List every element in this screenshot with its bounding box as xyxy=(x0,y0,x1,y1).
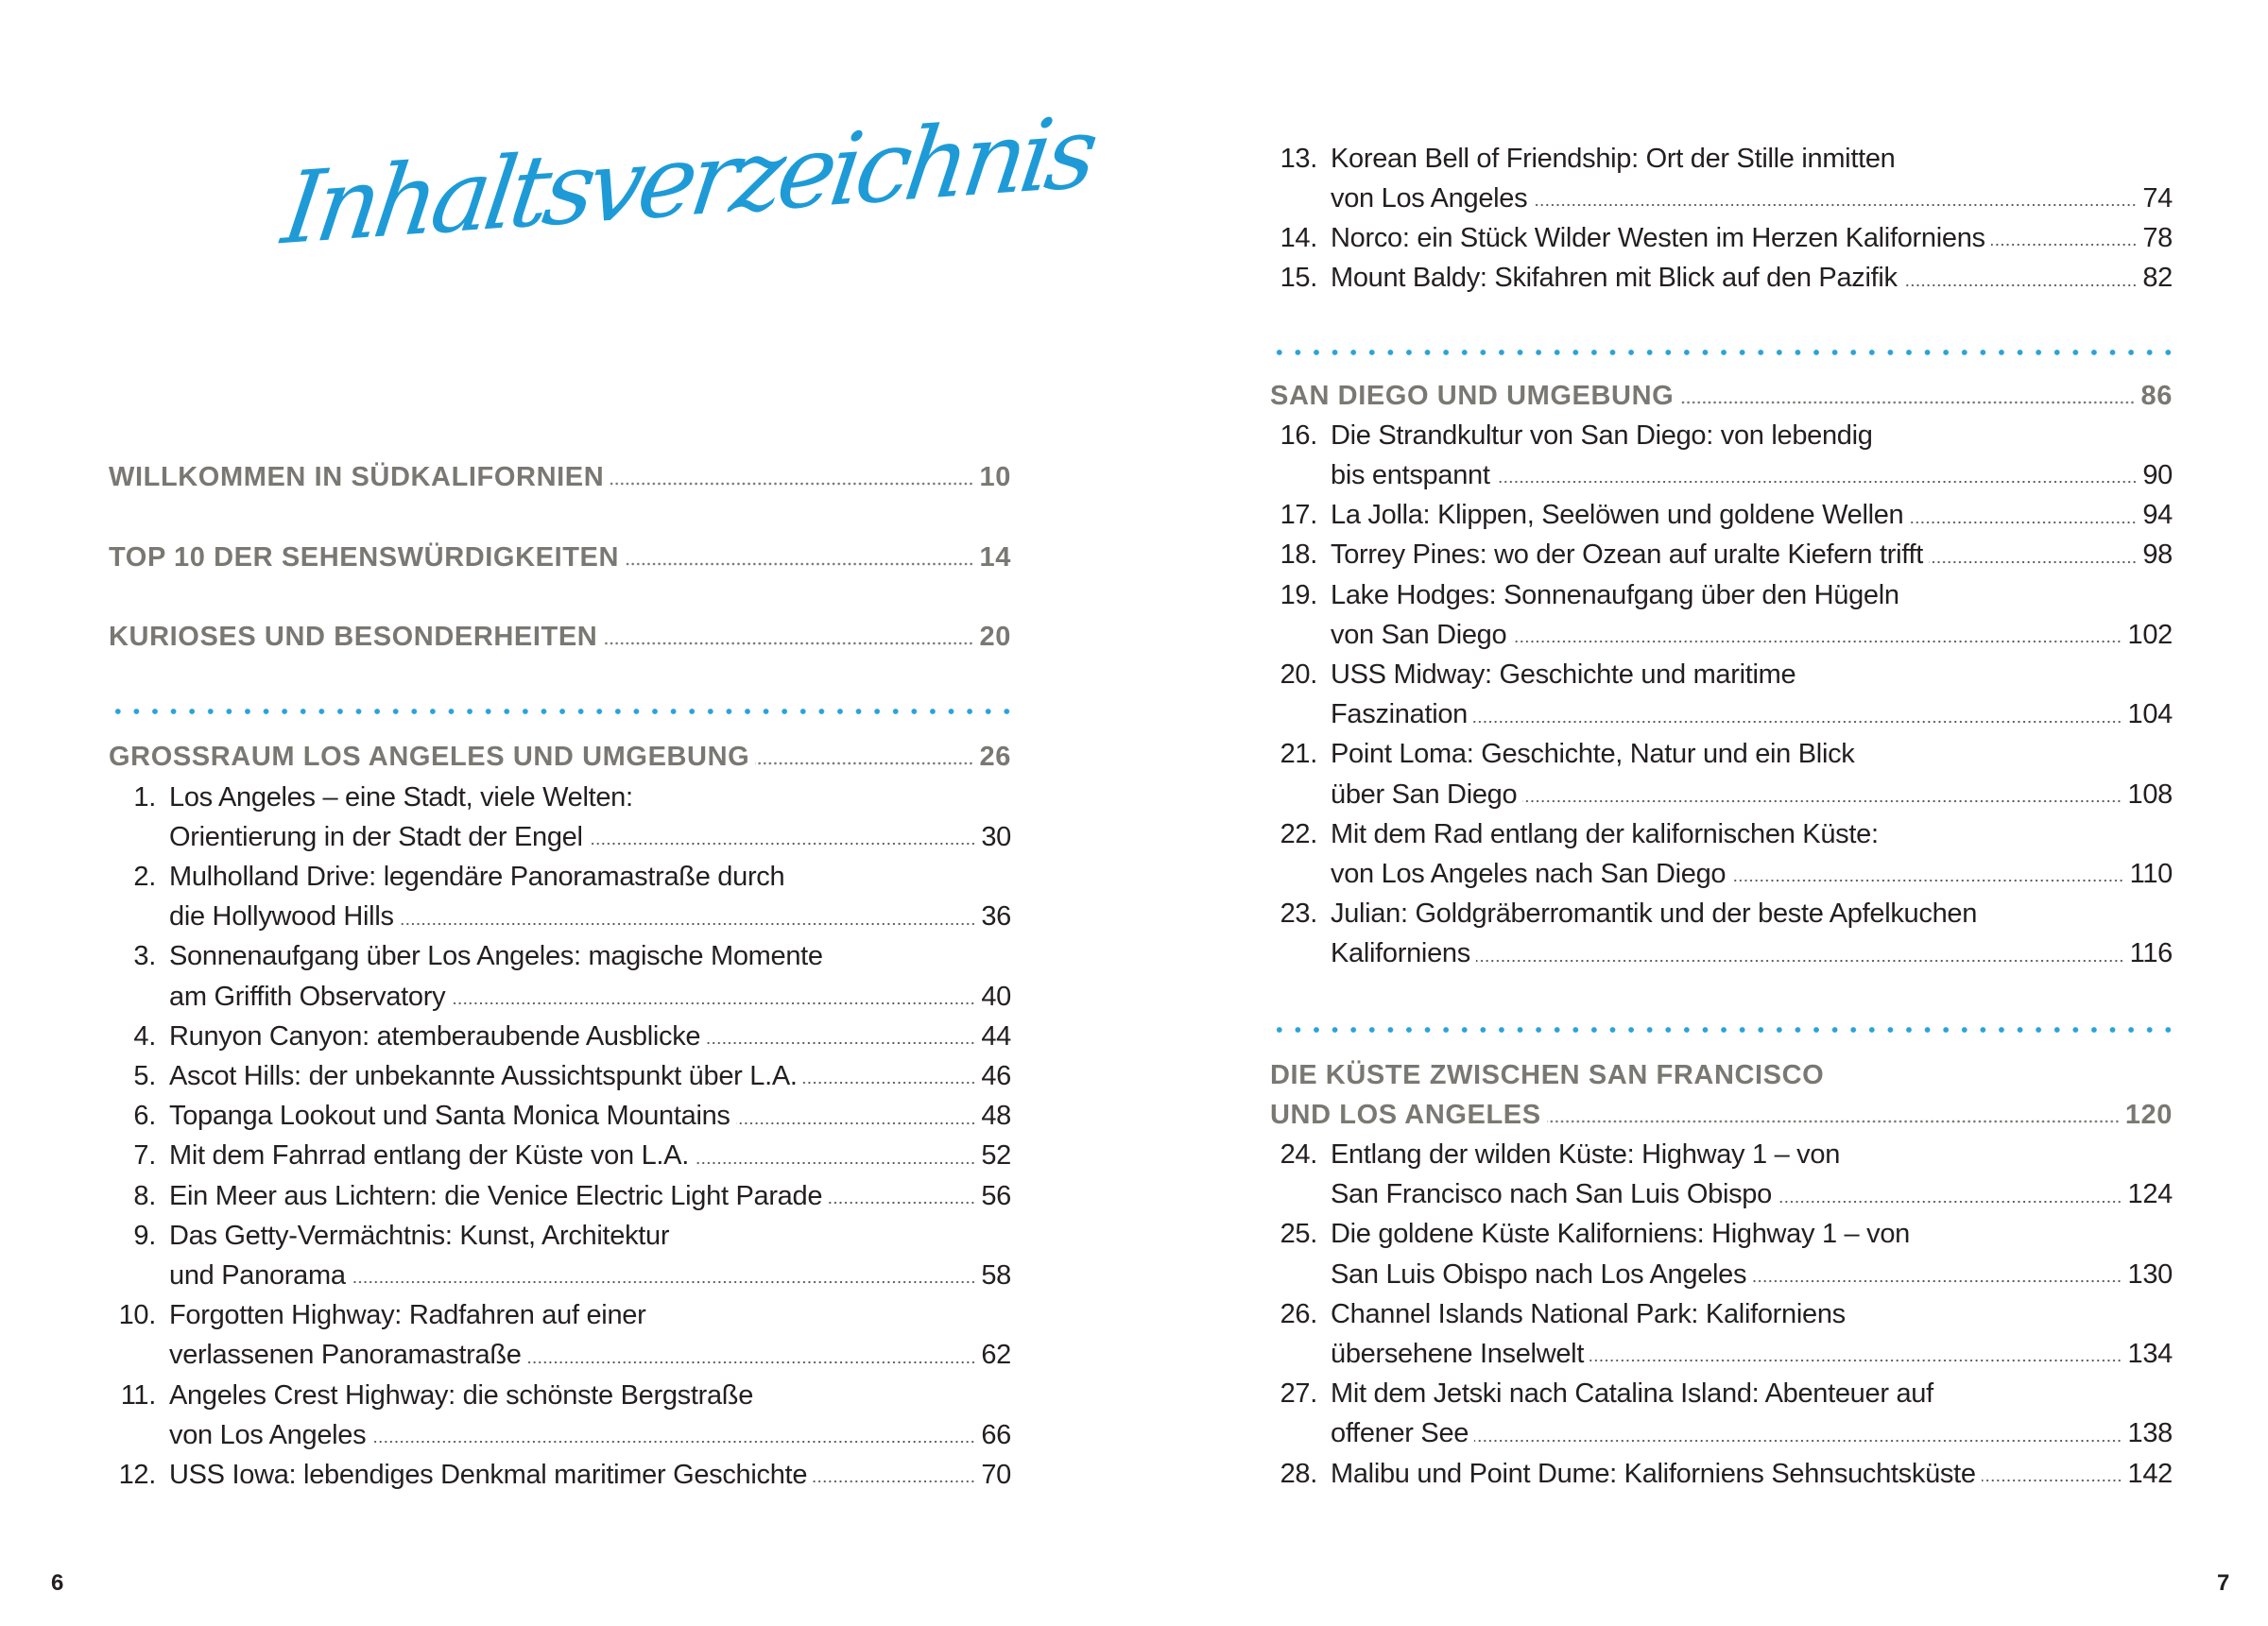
dot-leader xyxy=(828,1200,975,1206)
page-reference: 10 xyxy=(979,461,1011,492)
entry-title: Mulholland Drive: legendäre Panoramastraße durch xyxy=(169,861,785,892)
dot-leader xyxy=(451,1001,975,1006)
entry-title: La Jolla: Klippen, Seelöwen und goldene Wellen xyxy=(1331,500,1904,531)
entry-number: 12. xyxy=(118,1459,156,1490)
toc-entry[interactable] xyxy=(109,1415,1011,1455)
entry-title: Topanga Lookout und Santa Monica Mountains xyxy=(169,1101,730,1132)
entry-number: 5. xyxy=(133,1060,156,1091)
entry-number: 14. xyxy=(1280,222,1317,253)
entry-title: San Francisco nach San Luis Obispo xyxy=(1331,1179,1772,1210)
toc-entry[interactable] xyxy=(1270,695,2173,735)
toc-entry[interactable] xyxy=(1270,416,2173,455)
dotted-separator xyxy=(1270,1026,2173,1034)
dot-leader xyxy=(1473,719,2122,725)
entry-title: Julian: Goldgräberromantik und der beste Apfelkuchen xyxy=(1331,899,1978,930)
entry-title: bis entspannt xyxy=(1331,459,1490,490)
dot-leader xyxy=(1533,202,2137,208)
entry-number: 23. xyxy=(1280,899,1317,930)
dot-leader xyxy=(755,761,973,766)
entry-title: Entlang der wilden Küste: Highway 1 – von xyxy=(1331,1138,1841,1170)
entry-number: 7. xyxy=(133,1140,156,1172)
page-reference: 44 xyxy=(981,1020,1011,1052)
page-reference: 116 xyxy=(2129,938,2173,969)
entry-number: 20. xyxy=(1280,659,1317,690)
dot-leader xyxy=(589,841,976,847)
entry-number: 15. xyxy=(1280,263,1317,294)
toc-entry[interactable] xyxy=(1270,218,2173,258)
section-title: UND LOS ANGELES xyxy=(1270,1099,1541,1130)
toc-entry[interactable] xyxy=(1270,1375,2173,1414)
section-title: SAN DIEGO UND UMGEBUNG xyxy=(1270,380,1675,411)
entry-title: die Hollywood Hills xyxy=(169,901,394,933)
entry-title: USS Midway: Geschichte und maritime xyxy=(1331,659,1796,690)
section-heading[interactable] xyxy=(109,538,1011,577)
toc-entry[interactable] xyxy=(1270,1334,2173,1374)
entry-number: 25. xyxy=(1280,1219,1317,1250)
toc-entry[interactable] xyxy=(1270,1454,2173,1494)
entry-number: 16. xyxy=(1280,419,1317,451)
toc-entry[interactable] xyxy=(1270,1414,2173,1454)
section-heading[interactable] xyxy=(109,457,1011,497)
entry-title: übersehene Inselwelt xyxy=(1331,1338,1585,1369)
section-heading[interactable] xyxy=(109,737,1011,777)
entry-number: 8. xyxy=(133,1180,156,1211)
page-reference: 124 xyxy=(2127,1179,2173,1210)
entry-number: 2. xyxy=(133,861,156,892)
page-reference: 70 xyxy=(981,1459,1011,1490)
section-title: GROSSRAUM LOS ANGELES UND UMGEBUNG xyxy=(109,741,750,772)
section-heading[interactable] xyxy=(1270,376,2173,416)
entry-title: Point Loma: Geschichte, Natur und ein Blick xyxy=(1331,739,1855,770)
dot-leader xyxy=(371,1439,975,1445)
dot-leader xyxy=(1679,400,2135,405)
dot-leader xyxy=(706,1040,975,1046)
dot-leader xyxy=(1929,559,2137,565)
page-reference: 14 xyxy=(979,541,1011,573)
toc-entry[interactable] xyxy=(1270,179,2173,218)
page-reference: 134 xyxy=(2127,1338,2173,1369)
toc-entry[interactable] xyxy=(1270,1215,2173,1255)
section-heading[interactable] xyxy=(1270,1095,2173,1135)
toc-entry[interactable] xyxy=(109,977,1011,1017)
toc-entry[interactable] xyxy=(109,1376,1011,1415)
page-reference: 30 xyxy=(981,821,1011,852)
entry-title: Los Angeles – eine Stadt, viele Welten: xyxy=(169,781,633,813)
dot-leader xyxy=(1909,520,2137,525)
entry-number: 18. xyxy=(1280,539,1317,571)
page-reference: 82 xyxy=(2142,263,2173,294)
section-title: TOP 10 DER SEHENSWÜRDIGKEITEN xyxy=(109,541,620,573)
entry-title: und Panorama xyxy=(169,1259,346,1291)
page-reference: 86 xyxy=(2140,380,2173,411)
page-reference: 52 xyxy=(981,1140,1011,1172)
section-heading[interactable] xyxy=(1270,1055,2173,1095)
entry-title: Channel Islands National Park: Kaliforniens xyxy=(1331,1298,1846,1329)
page-number-right: 7 xyxy=(2217,1570,2230,1596)
dot-leader xyxy=(1752,1278,2122,1284)
toc-entry[interactable] xyxy=(1270,775,2173,814)
toc-entry[interactable] xyxy=(1270,259,2173,299)
dotted-separator xyxy=(1270,349,2173,356)
page-reference: 26 xyxy=(979,741,1011,772)
page-reference: 142 xyxy=(2127,1458,2173,1489)
entry-title: am Griffith Observatory xyxy=(169,981,446,1012)
entry-title: Norco: ein Stück Wilder Westen im Herzen Kaliforniens xyxy=(1331,222,1985,253)
toc-entry[interactable] xyxy=(1270,496,2173,536)
toc-entry[interactable] xyxy=(109,1256,1011,1295)
toc-entry[interactable] xyxy=(1270,575,2173,615)
toc-entry[interactable] xyxy=(109,1097,1011,1137)
dot-leader xyxy=(813,1479,975,1484)
page-reference: 40 xyxy=(981,981,1011,1012)
page-reference: 58 xyxy=(981,1259,1011,1291)
entry-title: Faszination xyxy=(1331,699,1468,730)
page-reference: 94 xyxy=(2142,500,2173,531)
dot-leader xyxy=(1512,639,2122,644)
toc-entry[interactable] xyxy=(109,1176,1011,1216)
page-reference: 102 xyxy=(2127,619,2173,650)
toc-entry[interactable] xyxy=(1270,455,2173,495)
dot-leader xyxy=(1778,1199,2122,1205)
toc-entry[interactable] xyxy=(1270,895,2173,934)
entry-number: 13. xyxy=(1280,143,1317,174)
page-reference: 130 xyxy=(2127,1258,2173,1290)
entry-title: Die Strandkultur von San Diego: von lebendig xyxy=(1331,419,1873,451)
toc-entry[interactable] xyxy=(109,1056,1011,1096)
toc-entry[interactable] xyxy=(109,1017,1011,1056)
dot-leader xyxy=(1496,479,2138,485)
entry-title: Orientierung in der Stadt der Engel xyxy=(169,821,583,852)
dot-leader xyxy=(610,481,973,487)
toc-entry[interactable] xyxy=(109,817,1011,857)
page-reference: 46 xyxy=(981,1060,1011,1091)
dot-leader xyxy=(1547,1119,2120,1124)
entry-title: von Los Angeles nach San Diego xyxy=(1331,858,1727,889)
entry-title: San Luis Obispo nach Los Angeles xyxy=(1331,1258,1747,1290)
entry-title: von San Diego xyxy=(1331,619,1507,650)
entry-title: von Los Angeles xyxy=(1331,182,1528,214)
toc-entry[interactable] xyxy=(109,1455,1011,1495)
page-reference: 62 xyxy=(981,1340,1011,1371)
entry-title: USS Iowa: lebendiges Denkmal maritimer Geschichte xyxy=(169,1459,808,1490)
toc-entry[interactable] xyxy=(109,857,1011,897)
entry-title: Kaliforniens xyxy=(1331,938,1470,969)
toc-entry[interactable] xyxy=(109,778,1011,817)
dot-leader xyxy=(1589,1358,2122,1363)
dot-leader xyxy=(352,1279,976,1285)
toc-entry[interactable] xyxy=(1270,615,2173,655)
entry-title: offener See xyxy=(1331,1418,1469,1449)
entry-title: von Los Angeles xyxy=(169,1419,367,1450)
dot-leader xyxy=(1731,878,2123,883)
entry-title: Das Getty-Vermächtnis: Kunst, Architektur xyxy=(169,1220,670,1251)
entry-title: Mit dem Fahrrad entlang der Küste von L.A. xyxy=(169,1140,689,1172)
toc-entry[interactable] xyxy=(1270,1175,2173,1215)
toc-entry[interactable] xyxy=(1270,934,2173,974)
entry-title: Sonnenaufgang über Los Angeles: magische Momente xyxy=(169,941,823,972)
entry-title: Mit dem Jetski nach Catalina Island: Abenteuer auf xyxy=(1331,1378,1933,1410)
dot-leader xyxy=(400,921,976,927)
entry-title: Lake Hodges: Sonnenaufgang über den Hügeln xyxy=(1331,579,1899,610)
toc-entry[interactable] xyxy=(109,1137,1011,1176)
dot-leader xyxy=(1991,242,2138,248)
page-reference: 108 xyxy=(2127,779,2173,810)
entry-title: Angeles Crest Highway: die schönste Bergstraße xyxy=(169,1379,754,1411)
toc-entry[interactable] xyxy=(1270,1255,2173,1294)
page-number-left: 6 xyxy=(51,1570,64,1596)
toc-entry[interactable] xyxy=(1270,655,2173,694)
page-reference: 98 xyxy=(2142,539,2173,571)
dot-leader xyxy=(603,641,973,646)
page-reference: 20 xyxy=(979,621,1011,652)
dot-leader xyxy=(1474,1438,2122,1444)
entry-number: 26. xyxy=(1280,1298,1317,1329)
toc-entry[interactable] xyxy=(1270,139,2173,179)
entry-number: 10. xyxy=(118,1300,156,1331)
toc-entry[interactable] xyxy=(1270,854,2173,894)
entry-number: 4. xyxy=(133,1020,156,1052)
dot-leader xyxy=(803,1080,976,1086)
dot-leader xyxy=(625,561,973,567)
dot-leader xyxy=(736,1121,976,1126)
entry-number: 9. xyxy=(133,1220,156,1251)
entry-number: 19. xyxy=(1280,579,1317,610)
page-reference: 90 xyxy=(2142,459,2173,490)
entry-number: 11. xyxy=(120,1379,156,1411)
page-reference: 104 xyxy=(2127,699,2173,730)
toc-entry[interactable] xyxy=(1270,1294,2173,1334)
entry-title: Forgotten Highway: Radfahren auf einer xyxy=(169,1300,646,1331)
toc-entry[interactable] xyxy=(109,898,1011,937)
page-reference: 66 xyxy=(981,1419,1011,1450)
page-reference: 36 xyxy=(981,901,1011,933)
entry-number: 22. xyxy=(1280,818,1317,849)
toc-entry[interactable] xyxy=(1270,814,2173,854)
entry-title: über San Diego xyxy=(1331,779,1518,810)
toc-entry[interactable] xyxy=(109,1216,1011,1256)
toc-entry[interactable] xyxy=(1270,735,2173,775)
entry-number: 3. xyxy=(133,941,156,972)
toc-entry[interactable] xyxy=(1270,536,2173,575)
entry-title: Torrey Pines: wo der Ozean auf uralte Kiefern trifft xyxy=(1331,539,1924,571)
page-reference: 110 xyxy=(2129,858,2173,889)
entry-title: Korean Bell of Friendship: Ort der Stille inmitten xyxy=(1331,143,1896,174)
section-title: DIE KÜSTE ZWISCHEN SAN FRANCISCO xyxy=(1270,1059,1825,1090)
entry-number: 28. xyxy=(1280,1458,1317,1489)
entry-number: 6. xyxy=(133,1101,156,1132)
entry-title: Malibu und Point Dume: Kaliforniens Sehnsuchtsküste xyxy=(1331,1458,1976,1489)
toc-entry[interactable] xyxy=(109,1336,1011,1376)
section-title: KURIOSES UND BESONDERHEITEN xyxy=(109,621,598,652)
toc-entry[interactable] xyxy=(109,937,1011,977)
dot-leader xyxy=(1903,282,2138,288)
page-reference: 48 xyxy=(981,1101,1011,1132)
page-reference: 78 xyxy=(2142,222,2173,253)
dotted-separator xyxy=(109,708,1011,715)
dot-leader xyxy=(1522,798,2122,804)
dot-leader xyxy=(1982,1478,2122,1483)
page-reference: 74 xyxy=(2142,182,2173,214)
section-title: WILLKOMMEN IN SÜDKALIFORNIEN xyxy=(109,461,605,492)
entry-title: Mit dem Rad entlang der kalifornischen Küste: xyxy=(1331,818,1879,849)
page-title: Inhaltsverzeichnis xyxy=(276,94,1100,267)
dot-leader xyxy=(527,1360,976,1365)
entry-title: Ascot Hills: der unbekannte Aussichtspunkt über L.A. xyxy=(169,1060,798,1091)
entry-number: 21. xyxy=(1280,739,1317,770)
dot-leader xyxy=(1476,958,2124,964)
entry-number: 24. xyxy=(1280,1138,1317,1170)
dot-leader xyxy=(695,1160,975,1166)
toc-entry[interactable] xyxy=(1270,1135,2173,1174)
entry-number: 17. xyxy=(1280,500,1317,531)
page-reference: 120 xyxy=(2124,1099,2173,1130)
entry-number: 27. xyxy=(1280,1378,1317,1410)
entry-title: Runyon Canyon: atemberaubende Ausblicke xyxy=(169,1020,701,1052)
entry-title: verlassenen Panoramastraße xyxy=(169,1340,522,1371)
entry-title: Mount Baldy: Skifahren mit Blick auf den Pazifik xyxy=(1331,263,1898,294)
toc-entry[interactable] xyxy=(109,1296,1011,1336)
page-reference: 138 xyxy=(2127,1418,2173,1449)
entry-title: Die goldene Küste Kaliforniens: Highway 1 – von xyxy=(1331,1219,1910,1250)
section-heading[interactable] xyxy=(109,617,1011,657)
page-reference: 56 xyxy=(981,1180,1011,1211)
entry-number: 1. xyxy=(133,781,156,813)
entry-title: Ein Meer aus Lichtern: die Venice Electric Light Parade xyxy=(169,1180,823,1211)
